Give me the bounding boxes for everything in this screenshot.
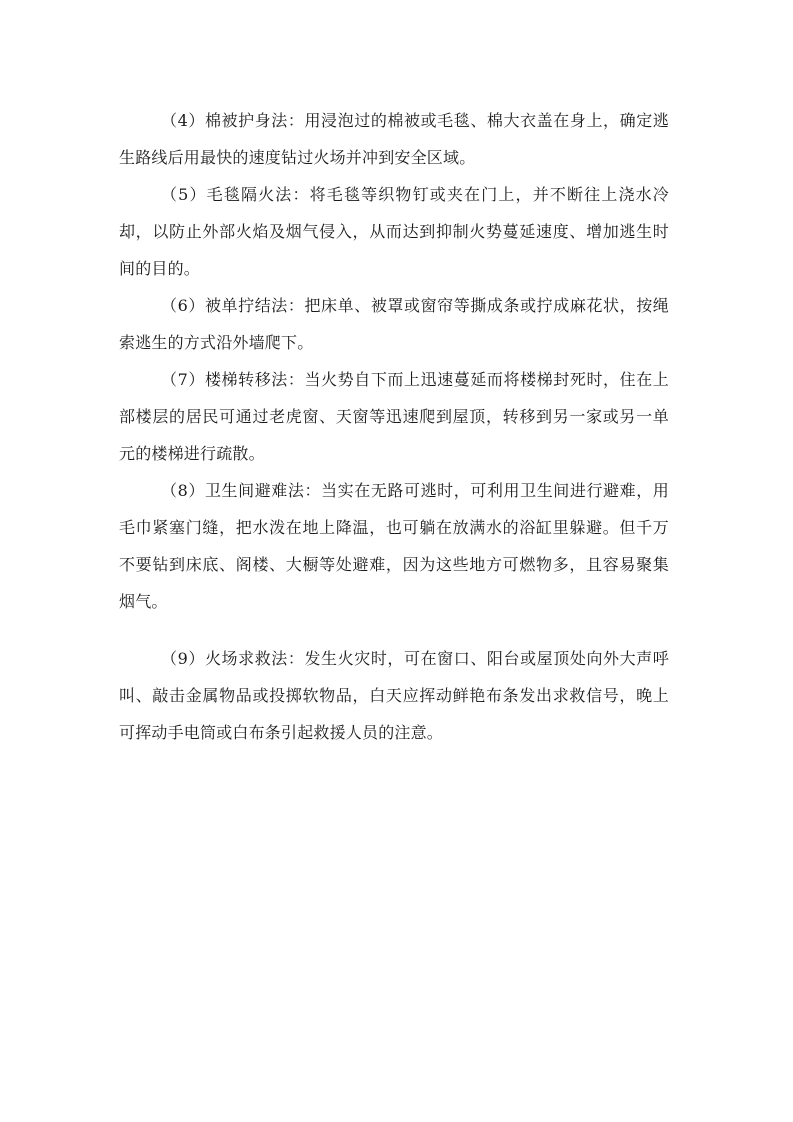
paragraph-label: （8）卫生间避难法： [161, 481, 322, 500]
document-page [119, 102, 669, 751]
paragraph-method-5 [119, 176, 669, 287]
paragraph-text: 用浸泡过的棉被或毛毯、棉大衣盖在身上，确定逃生路线后用最快的速度钻过火场并冲到安全区域。 [119, 111, 669, 167]
paragraph-label: （9）火场求救法： [161, 649, 305, 668]
paragraph-text: 把床单、被罩或窗帘等撕成条或拧成麻花状，按绳索逃生的方式沿外墙爬下。 [119, 296, 669, 352]
paragraph-method-7 [119, 361, 669, 472]
paragraph-label: （4）棉被护身法： [161, 111, 305, 130]
paragraph-label: （6）被单拧结法： [161, 296, 305, 315]
paragraph-text: 发生火灾时，可在窗口、阳台或屋顶处向外大声呼叫、敲击金属物品或投掷软物品，白天应挥动鲜艳布条发出求救信号，晚上可挥动手电筒或白布条引起救援人员的注意。 [119, 649, 669, 742]
paragraph-method-6 [119, 287, 669, 361]
paragraph-method-8 [119, 472, 669, 620]
paragraph-method-9 [119, 640, 669, 751]
paragraph-label: （5）毛毯隔火法： [161, 185, 310, 204]
paragraph-label: （7）楼梯转移法： [161, 370, 305, 389]
paragraph-text: 当实在无路可逃时，可利用卫生间进行避难，用毛巾紧塞门缝，把水泼在地上降温，也可躺在放满水的浴缸里躲避。但千万不要钻到床底、阁楼、大橱等处避难，因为这些地方可燃物多，且容易聚集烟气。 [119, 481, 670, 611]
paragraph-text: 当火势自下而上迅速蔓延而将楼梯封死时，住在上部楼层的居民可通过老虎窗、天窗等迅速爬到屋顶，转移到另一家或另一单元的楼梯进行疏散。 [119, 370, 669, 463]
paragraph-method-4 [119, 102, 669, 176]
paragraph-text: 将毛毯等织物钉或夹在门上，并不断往上浇水冷却，以防止外部火焰及烟气侵入，从而达到抑制火势蔓延速度、增加逃生时间的目的。 [119, 185, 670, 278]
